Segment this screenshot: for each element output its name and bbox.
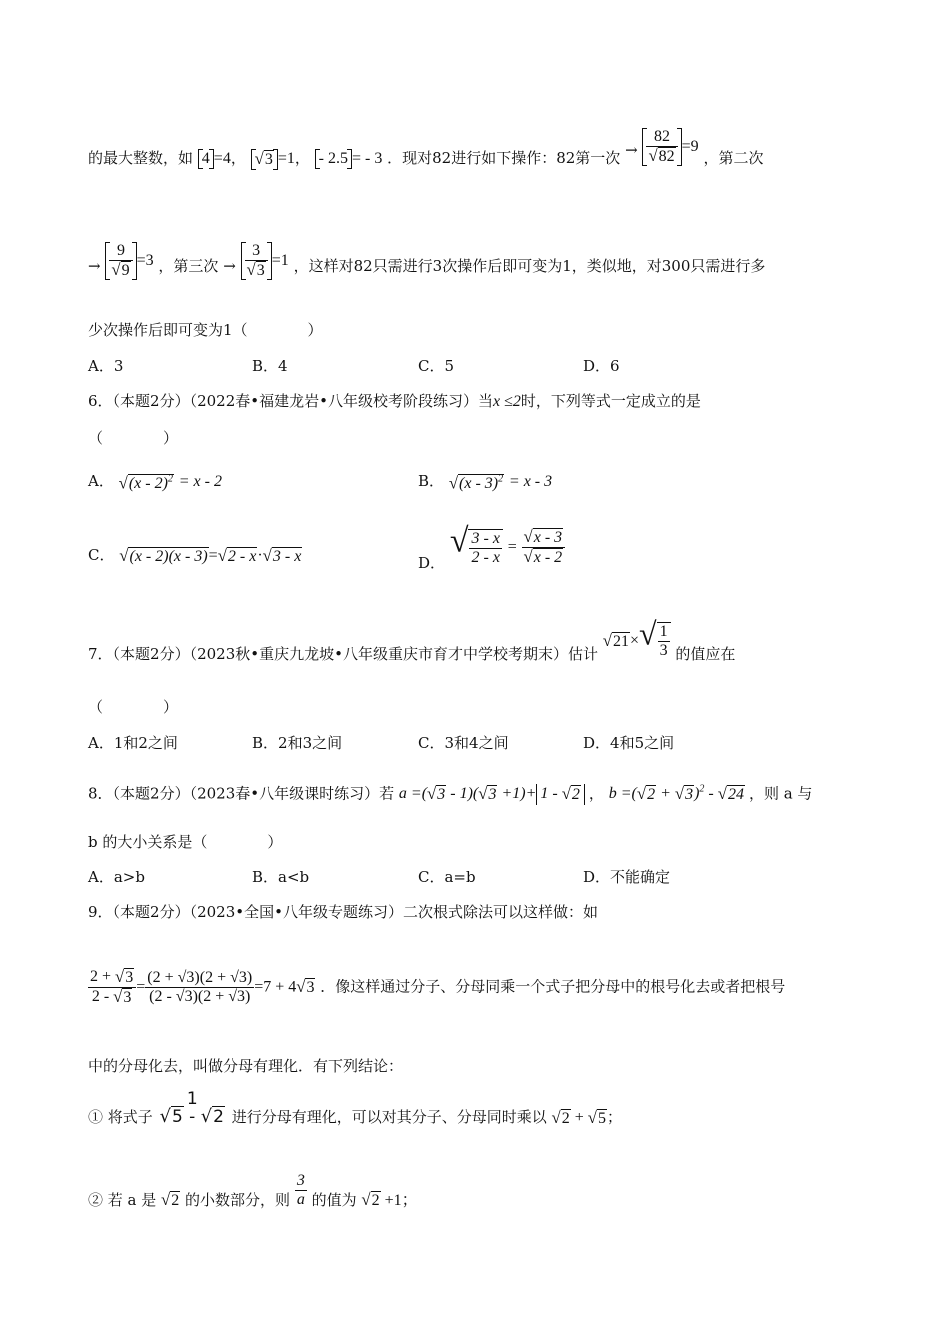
q8-a-expression: a =(√3 - 1)(√3 +1)+ 1 - √2 bbox=[399, 785, 589, 802]
floor-bracket: - 2.5 bbox=[315, 149, 352, 169]
q8-stem: 8．（本题2分）（2023春•八年级课时练习）若 a =(√3 - 1)(√3 +1)+ 1 - √2 ， $b =(√2 + √3)^2 - √24$ ，则 a 与 bbox=[88, 784, 813, 804]
q6-stem: 6．（本题2分）（2022春•福建龙岩•八年级校考阶段练习）当x ≤2时，下列等式一定成立的是 bbox=[88, 392, 701, 410]
floor-bracket: $\frac{3}{√3}$ bbox=[241, 242, 272, 280]
q7-option-a: A．1和2之间 bbox=[88, 734, 178, 752]
floor-bracket: $\frac{82}{√82}$ bbox=[642, 128, 681, 166]
q7-stem: 7．（本题2分）（2023秋•重庆九龙坡•八年级重庆市育才中学校考期末）估计 √21×√ $\frac{1}{3}$ 的值应在 bbox=[88, 615, 736, 663]
arrow-icon: → bbox=[625, 141, 638, 159]
q5-line-3: 少次操作后即可变为1（ ） bbox=[88, 321, 323, 339]
q8-option-b: B．a<b bbox=[252, 868, 310, 886]
floor-bracket: $\frac{9}{√9}$ bbox=[105, 242, 136, 280]
q5-option-c: C．5 bbox=[418, 357, 455, 375]
q7-option-d: D．4和5之间 bbox=[583, 734, 675, 752]
q8-line-2: b 的大小关系是（ ） bbox=[88, 833, 283, 851]
q5-option-a: A．3 bbox=[88, 357, 124, 375]
arrow-icon: → bbox=[88, 257, 101, 275]
q9-text-2: 中的分母化去，叫做分母有理化．有下列结论： bbox=[88, 1057, 404, 1075]
q9-stem: 9．（本题2分）（2023•全国•八年级专题练习）二次根式除法可以这样做：如 bbox=[88, 903, 598, 921]
q6-option-b: B． √(x - 3)$^2$ = x - 3 bbox=[418, 472, 553, 493]
floor-bracket: √3 bbox=[251, 149, 278, 170]
q7-option-c: C．3和4之间 bbox=[418, 734, 509, 752]
q5-option-d: D．6 bbox=[583, 357, 620, 375]
q6-option-d: D． √ $\frac{3 - x}{2 - x}$ = $\frac{√x - 3}{√x - 2}$ bbox=[418, 528, 565, 567]
q5-line-2: → $\frac{9}{√9}$ =3 ，第三次 → $\frac{3}{√3}$ =1 ，这样对82只需进行3次操作后即可变为1，类似地，对300只需进行多 bbox=[88, 242, 766, 279]
q8-b-expression: $b =(√2 + √3)^2 - √24$ bbox=[608, 784, 744, 804]
q5-line-1: 的最大整数，如 4 =4， √3 =1， - 2.5 = - 3 ．现对82进行如下操作：82第一次 → $\frac{82}{√82}$ =9 ，第二次 bbox=[88, 128, 764, 168]
q8-option-d: D．不能确定 bbox=[583, 868, 671, 886]
q6-option-c: C． √(x - 2)(x - 3)=√2 - x·√3 - x bbox=[88, 545, 302, 565]
q9-conclusion-2: ② 若 a 是 √2 的小数部分，则 $\frac{3}{a}$ 的值为 √2 +1； bbox=[88, 1172, 418, 1210]
q6-paren: （ ） bbox=[88, 429, 179, 447]
floor-bracket: 4 bbox=[198, 149, 214, 169]
q7-option-b: B．2和3之间 bbox=[252, 734, 343, 752]
q6-option-a: A． √(x - 2)$^2$ = x - 2 bbox=[88, 472, 222, 493]
q9-conclusion-1: ① 将式子 1 √5 - √2 进行分母有理化，可以对其分子、分母同时乘以 √2 + √5； bbox=[88, 1089, 622, 1127]
arrow-icon: → bbox=[223, 257, 236, 275]
q9-example: $\frac{2 + √3}{2 - √3}$ = $\frac{(2 + √3)(2 + √3)}{(2 - √3)(2 + √3)}$ =7 + 4√3 ．像这样通过分子、分母同乘一个式子把分母中的根号化去或者把根号 bbox=[90, 967, 786, 1006]
q8-option-c: C．a=b bbox=[418, 868, 476, 886]
q5-option-b: B．4 bbox=[252, 357, 288, 375]
q8-option-a: A．a>b bbox=[88, 868, 145, 886]
q7-paren: （ ） bbox=[88, 698, 179, 716]
